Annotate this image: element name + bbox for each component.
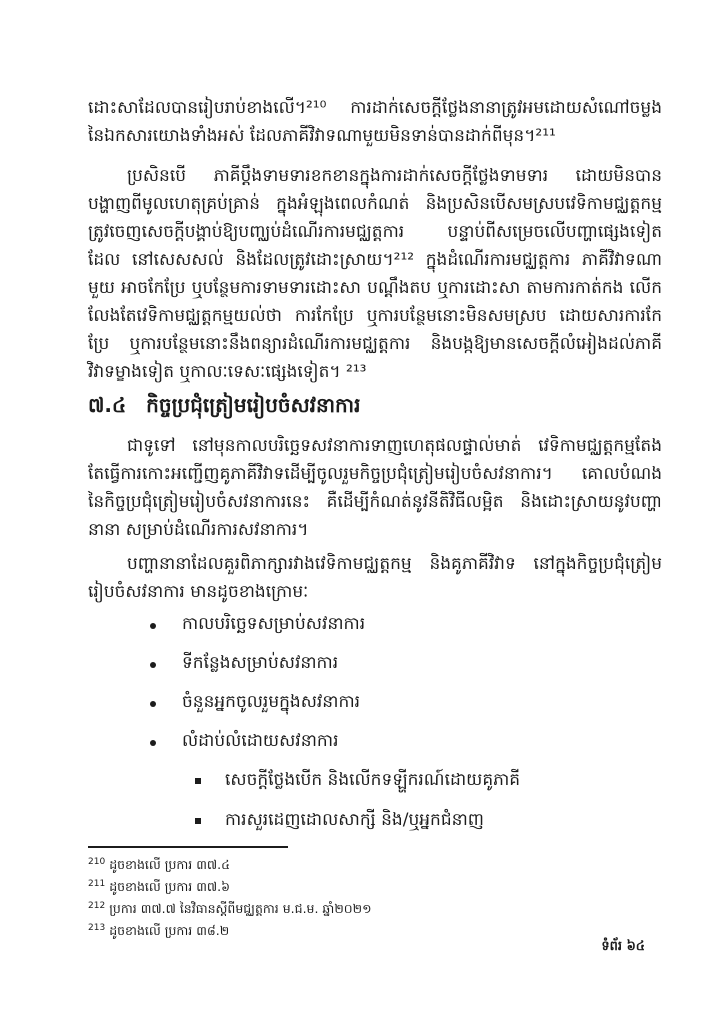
bullet-icon	[150, 701, 156, 707]
paragraph-line: នៃកិច្ចប្រជុំត្រៀមរៀបចំសវនាការនេះ គឺដើម្បីកំណត់នូវនីតិវិធីលម្អិត និងដោះស្រាយនូវបញ្ហា	[88, 492, 662, 512]
sub-list-item	[88, 806, 662, 834]
bullet-icon	[150, 623, 156, 629]
paragraph-line: ប្រែ ឬការបន្ថែមនោះនឹងពន្យារដំណើរការមជ្ឈត្តការ និងបង្កឱ្យមានសេចក្តីលំអៀងដល់ភាគី	[88, 334, 662, 354]
paragraph	[88, 432, 662, 544]
paragraph	[88, 162, 662, 386]
list-item	[88, 727, 662, 755]
sub-list-item	[88, 766, 662, 794]
footnote-marker: 210	[88, 856, 106, 867]
paragraph-line: លែងតែវេទិកាមជ្ឈត្តកម្មយល់ថា ការកែប្រែ ឬការបន្ថែមនោះមិនសមស្រប ដោយសារការកែ	[88, 306, 662, 326]
paragraph-line: បញ្ហានានាដែលគួរពិភាក្សារវាងវេទិកាមជ្ឈត្តកម្ម និងគូភាគីវិវាទ នៅក្នុងកិច្ចប្រជុំត្រៀម	[127, 554, 662, 574]
list-item-text: លំដាប់លំដោយសវនាការ	[182, 731, 339, 751]
paragraph-line: បង្ហាញពីមូលហេតុគ្រប់គ្រាន់ ក្នុងអំឡុងពេលកំណត់ និងប្រសិនបើសមស្របវេទិកាមជ្ឈត្តកម្ម	[88, 194, 662, 214]
footnote-text: ដូចខាងលើ ប្រការ ៣៧.៦	[109, 879, 230, 894]
list-item-text: សេចក្តីថ្លែងបើក និងលើកទឡ្ហីករណ៍ដោយគូភាគី	[225, 770, 521, 790]
footnote-text: ដូចខាងលើ ប្រការ ៣៨.២	[109, 923, 230, 938]
paragraph-line: ដោះសាដែលបានរៀបរាប់ខាងលើ។²¹⁰ ការដាក់សេចក្តីថ្លែងនានាត្រូវអមដោយសំណៅចម្លង	[88, 98, 662, 118]
footnote-section	[88, 846, 648, 942]
list-item-text: ចំនួនអ្នកចូលរួមក្នុងសវនាការ	[182, 692, 361, 712]
footnote-marker: 211	[88, 878, 106, 889]
footnote-marker: 213	[88, 922, 106, 933]
paragraph-line: រៀបចំសវនាការ មានដូចខាងក្រោមៈ	[88, 582, 309, 602]
list-item	[88, 610, 662, 638]
paragraph-line: មួយ អាចកែប្រែ ឬបន្ថែមការទាមទារដោះសា បណ្តឹងតប ឬការដោះសា តាមការកាត់កង លើក	[88, 278, 662, 298]
bullet-icon	[150, 662, 156, 668]
paragraph-line: វិវាទម្ខាងទៀត ឬកាលៈទេសៈផ្សេងទៀត។ ²¹³	[88, 362, 367, 382]
footnote-text: ដូចខាងលើ ប្រការ ៣៧.៤	[109, 857, 230, 872]
list-item	[88, 649, 662, 677]
footnote	[88, 876, 648, 898]
list-item	[88, 688, 662, 716]
paragraph	[88, 550, 662, 606]
section-number: ៧.៤	[88, 393, 127, 417]
section-heading	[88, 392, 662, 418]
footnote-marker: 212	[88, 900, 106, 911]
footnote-text: ប្រការ ៣៧.៧ នៃវិធានស្តីពីមជ្ឈត្តការ ម.ជ.ម. ឆ្នាំ២០២១	[109, 901, 372, 916]
list-item-text: ការសួរដេញដោលសាក្សី និង/ឬអ្នកជំនាញ	[225, 810, 484, 830]
paragraph-line: ជាទូទៅ នៅមុនកាលបរិច្ឆេទសវនាការទាញហេតុផលផ្ទាល់មាត់ វេទិកាមជ្ឈត្តកម្មតែង	[127, 436, 662, 456]
list-item-text: កាលបរិច្ឆេទសម្រាប់សវនាការ	[182, 614, 366, 634]
sub-bullet-list	[88, 766, 662, 834]
footnote	[88, 898, 648, 920]
page-number: ទំព័រ ៦៤	[601, 939, 645, 954]
footnote-separator	[88, 846, 288, 848]
paragraph-line: ដែល នៅសេសសល់ និងដែលត្រូវដោះស្រាយ។²¹² ក្នុងដំណើរការមជ្ឈត្តការ ភាគីវិវាទណា	[88, 250, 662, 270]
section-title: កិច្ចប្រជុំត្រៀមរៀបចំសវនាការ	[146, 393, 361, 417]
paragraph-line: នៃឯកសារយោងទាំងអស់ ដែលភាគីវិវាទណាមួយមិនទាន់បានដាក់ពីមុន។²¹¹	[88, 126, 556, 146]
list-item-text: ទីកន្លែងសម្រាប់សវនាការ	[182, 653, 339, 673]
paragraph-line: តែធ្វើការកោះអញ្ជើញគូភាគីវិវាទដើម្បីចូលរួមកិច្ចប្រជុំត្រៀមរៀបចំសវនាការ។ គោលបំណង	[88, 464, 662, 484]
paragraph-continuation	[88, 94, 662, 150]
bullet-list	[88, 610, 662, 755]
paragraph-line: ប្រសិនបើ ភាគីប្តឹងទាមទារខកខានក្នុងការដាក់សេចក្តីថ្លែងទាមទារ ដោយមិនបាន	[127, 166, 662, 186]
paragraph-line: នានា សម្រាប់ដំណើរការសវនាការ។	[88, 520, 309, 540]
square-bullet-icon	[195, 818, 201, 824]
footnote	[88, 854, 648, 876]
footnote	[88, 920, 648, 942]
paragraph-line: ត្រូវចេញសេចក្តីបង្គាប់ឱ្យបញ្ឈប់ដំណើរការមជ្ឈត្តការ បន្ទាប់ពីសម្រេចលើបញ្ហាផ្សេងទៀត	[88, 222, 662, 242]
square-bullet-icon	[195, 778, 201, 784]
bullet-icon	[150, 740, 156, 746]
